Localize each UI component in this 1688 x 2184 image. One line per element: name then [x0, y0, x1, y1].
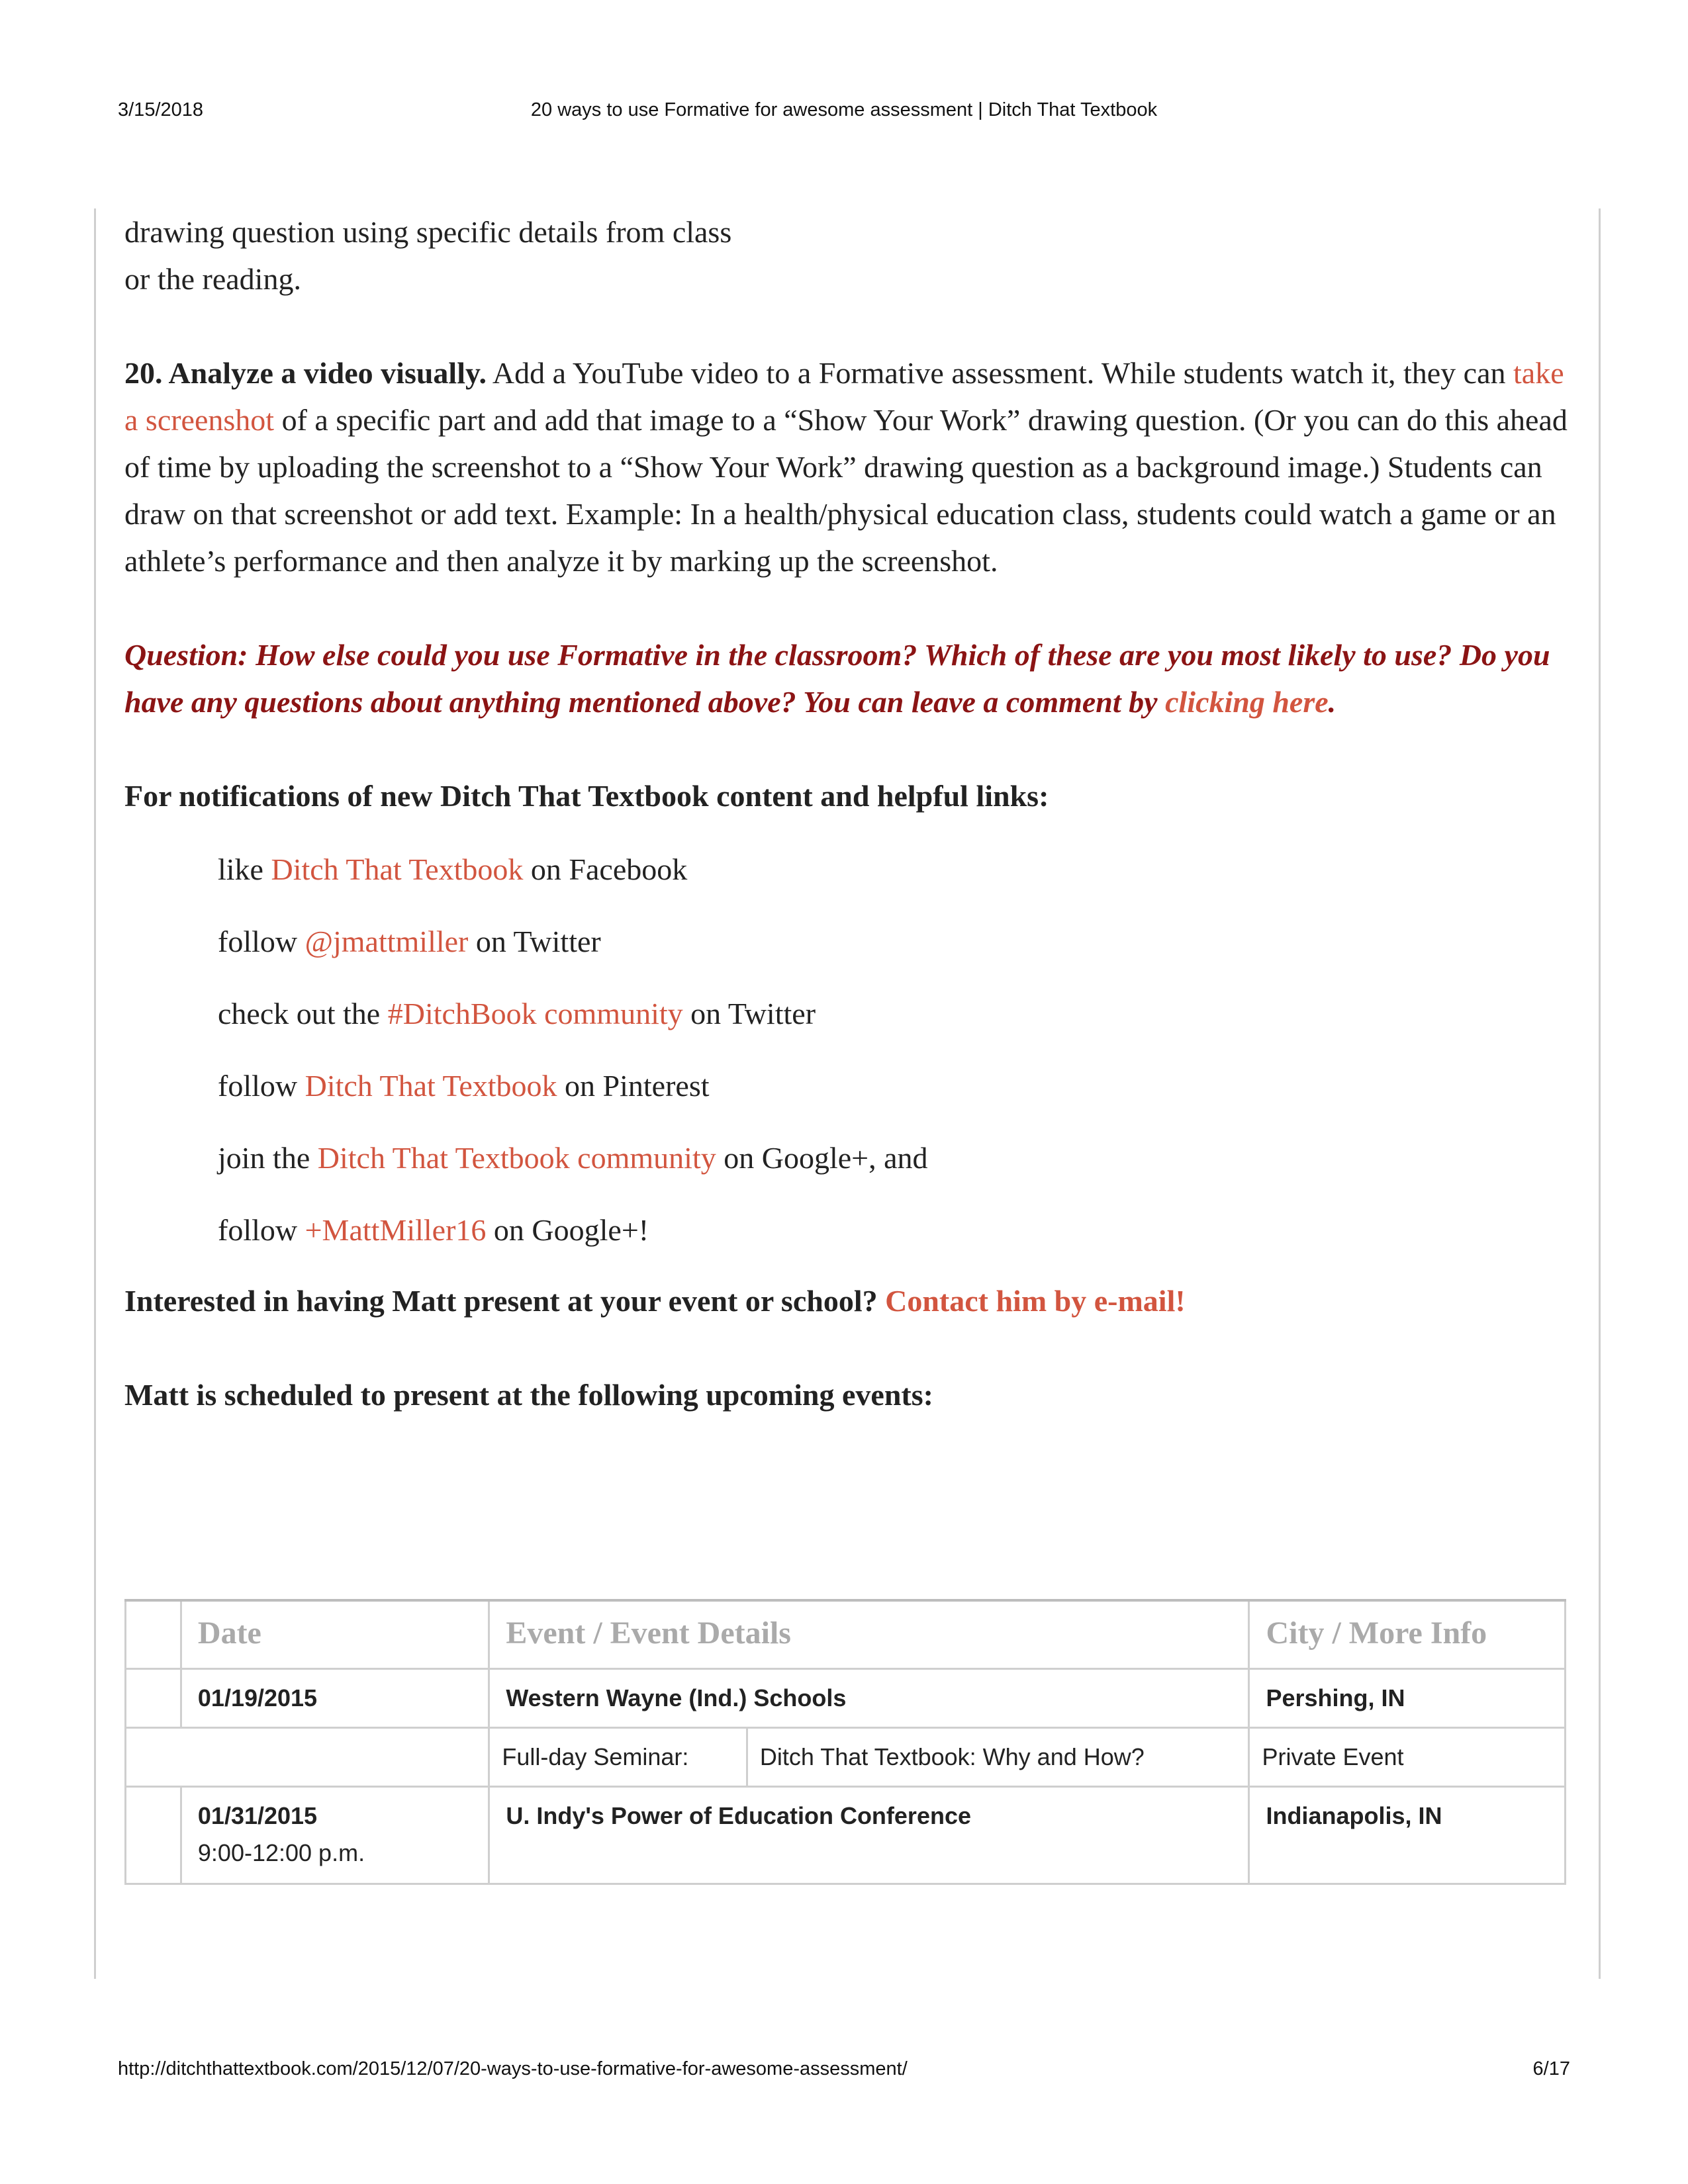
- event-detail-row: [126, 1728, 1566, 1787]
- take-screenshot-link[interactable]: take a screenshot: [124, 356, 1564, 437]
- page-number: 6/17: [1532, 2058, 1570, 2079]
- print-date: 3/15/2018: [118, 99, 204, 120]
- event-date-cell: [181, 1787, 489, 1884]
- event-session-title: Ditch That Textbook: Why and How?: [747, 1728, 1249, 1787]
- tip-20-text-a: Add a YouTube video to a Formative assessment. While students watch it, they can: [486, 356, 1514, 390]
- header-event: Event / Event Details: [489, 1600, 1249, 1669]
- tip-20-text-b: of a specific part and add that image to a “Show Your Work” drawing question. (Or you can do this ahead of time by uploading the screenshot to a “Show Your Work” drawing question as a background image.) Students can draw on that screenshot or add text. Example: In a health/physical education class, students could watch a game or an athlete’s performance and then analyze it by marking up the screenshot.: [124, 403, 1568, 578]
- follow-item-pinterest: follow Ditch That Textbook on Pinterest: [218, 1069, 710, 1103]
- event-time: 9:00-12:00 p.m.: [197, 1839, 365, 1866]
- google-community-link[interactable]: Ditch That Textbook community: [317, 1141, 716, 1175]
- contact-text: Interested in having Matt present at your event or school?: [124, 1284, 886, 1318]
- follow-item-google-plus: follow +MattMiller16 on Google+!: [218, 1213, 649, 1247]
- facebook-link[interactable]: Ditch That Textbook: [271, 852, 524, 886]
- tip-20-heading: 20. Analyze a video visually.: [124, 356, 487, 390]
- event-city: Indianapolis, IN: [1249, 1787, 1566, 1884]
- tip-20-paragraph: [124, 349, 1581, 584]
- print-header: [0, 99, 1688, 132]
- print-url: http://ditchthattextbook.com/2015/12/07/20-ways-to-use-formative-for-awesome-assessment/: [118, 2058, 908, 2079]
- event-name: U. Indy's Power of Education Conference: [489, 1787, 1249, 1884]
- detail-blank-cell: [126, 1728, 489, 1787]
- header-city: City / More Info: [1249, 1600, 1566, 1669]
- notifications-heading: For notifications of new Ditch That Textbook content and helpful links:: [124, 779, 1049, 813]
- print-footer: [0, 2058, 1688, 2091]
- row-blank-cell: [126, 1669, 181, 1728]
- table-row: [126, 1669, 1566, 1728]
- question-paragraph: [124, 631, 1581, 725]
- event-name: Western Wayne (Ind.) Schools: [489, 1669, 1249, 1728]
- follow-list: [124, 846, 1581, 1253]
- event-type: Full-day Seminar:: [489, 1728, 747, 1787]
- events-table: [124, 1599, 1566, 1885]
- clicking-here-link[interactable]: clicking here: [1165, 685, 1329, 719]
- intro-line-2: or the reading.: [124, 262, 301, 296]
- row-blank-cell: [126, 1787, 181, 1884]
- follow-item-facebook: like Ditch That Textbook on Facebook: [218, 852, 688, 886]
- header-date: Date: [181, 1600, 489, 1669]
- question-text: Question: How else could you use Formative in the classroom? Which of these are you most likely to use? Do you have any questions about anything mentioned above? You can leave a comment by: [124, 638, 1550, 719]
- contact-email-link[interactable]: Contact him by e-mail!: [885, 1284, 1186, 1318]
- header-blank-cell: [126, 1600, 181, 1669]
- event-access: Private Event: [1249, 1728, 1566, 1787]
- google-plus-link[interactable]: +MattMiller16: [305, 1213, 487, 1247]
- events-heading: Matt is scheduled to present at the following upcoming events:: [124, 1378, 933, 1412]
- contact-paragraph: [124, 1277, 1581, 1324]
- follow-item-twitter: follow @jmattmiller on Twitter: [218, 925, 601, 958]
- events-header-row: [126, 1600, 1566, 1669]
- event-city: Pershing, IN: [1249, 1669, 1566, 1728]
- follow-item-google-community: join the Ditch That Textbook community on Google+, and: [218, 1141, 928, 1175]
- question-end: .: [1328, 685, 1336, 719]
- table-row: [126, 1787, 1566, 1884]
- article-body: [124, 208, 1581, 1418]
- pinterest-link[interactable]: Ditch That Textbook: [305, 1069, 557, 1103]
- event-date: 01/19/2015: [181, 1669, 489, 1728]
- event-date: 01/31/2015: [197, 1802, 318, 1829]
- print-title: 20 ways to use Formative for awesome assessment | Ditch That Textbook: [530, 99, 1158, 120]
- intro-line-1: drawing question using specific details from class: [124, 215, 732, 249]
- ditchbook-community-link[interactable]: #DitchBook community: [387, 997, 683, 1030]
- intro-text: [124, 208, 1581, 302]
- twitter-link[interactable]: @jmattmiller: [305, 925, 469, 958]
- follow-item-ditchbook: check out the #DitchBook community on Twitter: [218, 997, 816, 1030]
